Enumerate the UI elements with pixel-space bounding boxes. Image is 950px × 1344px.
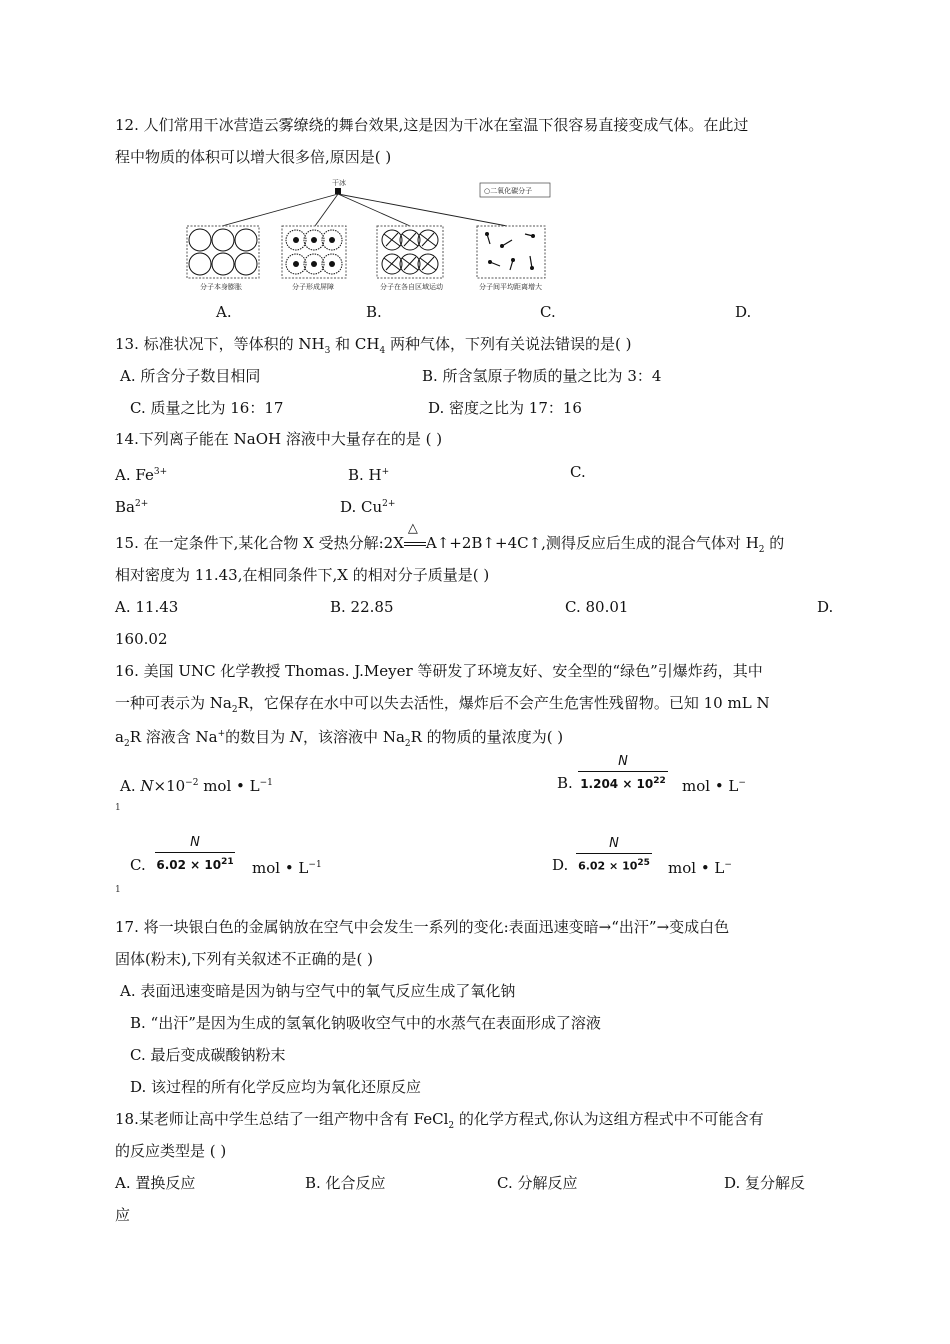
fraction-numerator: N: [618, 754, 628, 769]
panel-a-expanded-molecules: [187, 226, 259, 278]
q18-option-b[interactable]: B. 化合反应: [305, 1174, 386, 1192]
q17-option-c[interactable]: C. 最后变成碳酸钠粉末: [130, 1046, 286, 1064]
fraction-numerator: N: [609, 836, 619, 851]
q16-option-d-unit: mol • L−: [668, 859, 732, 877]
q16-option-d-unit-wrap: 1: [115, 885, 121, 895]
q17-option-d[interactable]: D. 该过程的所有化学反应均为氧化还原反应: [130, 1078, 422, 1096]
fraction-denominator: $6.02 \times 10^{21}$: [156, 857, 234, 872]
q14-stem: 14.下列离子能在 NaOH 溶液中大量存在的是 ( ): [115, 430, 443, 448]
q13-option-c[interactable]: C. 质量之比为 16：17: [130, 399, 284, 417]
q14-option-c-label[interactable]: C.: [570, 463, 586, 481]
q18-option-d-wrap[interactable]: 应: [115, 1206, 131, 1224]
q16-option-d-label[interactable]: D.: [552, 856, 569, 874]
q12-stem-line2: 程中物质的体积可以增大很多倍,原因是( ): [115, 148, 392, 166]
dry-ice-node: [335, 188, 341, 194]
q12-option-c[interactable]: C.: [540, 303, 556, 321]
q16-option-b-label[interactable]: B.: [557, 774, 573, 792]
figure-legend: ○二氧化碳分子: [484, 187, 533, 195]
q16-option-b-unit-wrap: 1: [115, 803, 121, 813]
fraction-numerator: N: [190, 835, 200, 850]
q17-option-b[interactable]: B. “出汗”是因为生成的氢氧化钠吸收空气中的水蒸气在表面形成了溶液: [130, 1014, 601, 1032]
heat-arrow: △: [404, 533, 426, 553]
q13-stem: 13. 标准状况下，等体积的 $NH_3$ 和 $CH_4$ 两种气体，下列有关说法错误的是( ): [115, 335, 632, 356]
q16-option-c-fraction: [155, 834, 235, 871]
q15-option-d-value[interactable]: 160.02: [115, 630, 168, 648]
q17-stem-line2: 固体(粉末),下列有关叙述不正确的是( ): [115, 950, 373, 968]
q16-stem-line3: $a_2R$ 溶液含 Na+的数目为 N，该溶液中 $Na_2R$ 的物质的量浓度为( ): [115, 728, 564, 749]
q12-option-d[interactable]: D.: [735, 303, 752, 321]
caption-d: 分子间平均距离增大: [479, 283, 542, 291]
q16-option-b-fraction: [578, 753, 668, 790]
q18-stem-line1: 18.某老师让高中学生总结了一组产物中含有 FeCl$_2$ 的化学方程式,你认为这组方程式中不可能含有: [115, 1110, 764, 1131]
panel-d-increased-distance: [477, 226, 545, 278]
q12-option-a[interactable]: A.: [216, 303, 232, 321]
q14-option-b[interactable]: B. H+: [348, 466, 390, 484]
fraction-denominator: $6.02 \times 10^{25}$: [578, 858, 650, 873]
q13-option-d[interactable]: D. 密度之比为 17：16: [428, 399, 582, 417]
figure-root-label: 干冰: [332, 179, 346, 187]
figure-arrows: [222, 194, 507, 226]
q15-option-c[interactable]: C. 80.01: [565, 598, 629, 616]
q16-option-a[interactable]: A. $N\times 10^{-2}$ mol • $L^{-1}$: [120, 777, 273, 795]
q16-option-d-fraction: [576, 835, 652, 872]
q15-option-b[interactable]: B. 22.85: [330, 598, 394, 616]
caption-c: 分子在各自区域运动: [380, 283, 443, 291]
q14-option-d[interactable]: D. $Cu^{2+}$: [340, 498, 396, 516]
q13-option-b[interactable]: B. 所含氢原子物质的量之比为 3：4: [422, 367, 662, 385]
fraction-denominator: $1.204 \times 10^{22}$: [580, 776, 666, 791]
q12-molecule-figure: [180, 176, 560, 296]
caption-a: 分子本身膨胀: [200, 283, 242, 291]
q16-option-c-label[interactable]: C.: [130, 856, 146, 874]
q15-option-a[interactable]: A. 11.43: [115, 598, 179, 616]
q12-option-b[interactable]: B.: [366, 303, 382, 321]
q18-option-a[interactable]: A. 置换反应: [115, 1174, 196, 1192]
q16-option-c-unit: mol • $L^{-1}$: [252, 859, 322, 877]
q14-option-a[interactable]: A. $Fe^{3+}$: [115, 466, 168, 484]
panel-c-regional-motion: [377, 226, 443, 278]
panel-b-molecule-barriers: [282, 226, 346, 278]
q15-stem-line2: 相对密度为 11.43,在相同条件下,X 的相对分子质量是( ): [115, 566, 490, 584]
q18-stem-line2: 的反应类型是 ( ): [115, 1142, 227, 1160]
q13-option-a[interactable]: A. 所含分子数目相同: [120, 367, 261, 385]
q16-option-b-unit: mol • L−: [682, 777, 746, 795]
caption-b: 分子形成屏障: [292, 283, 334, 291]
q17-stem-line1: 17. 将一块银白色的金属钠放在空气中会发生一系列的变化:表面迅速变暗→“出汗”→变成白色: [115, 918, 730, 936]
q14-option-c-ion[interactable]: $Ba^{2+}$: [115, 498, 149, 516]
q15-option-d-label[interactable]: D.: [817, 598, 834, 616]
q16-stem-line2: 一种可表示为 $Na_2R$，它保存在水中可以失去活性，爆炸后不会产生危害性残留物。已知 10 mL N: [115, 694, 770, 715]
q16-stem-line1: 16. 美国 UNC 化学教授 Thomas. J.Meyer 等研发了环境友好、安全型的“绿色”引爆炸药，其中: [115, 662, 763, 680]
q18-option-c[interactable]: C. 分解反应: [497, 1174, 578, 1192]
q18-option-d[interactable]: D. 复分解反: [724, 1174, 806, 1192]
q17-option-a[interactable]: A. 表面迅速变暗是因为钠与空气中的氧气反应生成了氧化钠: [120, 982, 516, 1000]
q12-stem-line1: 12. 人们常用干冰营造云雾缭绕的舞台效果,这是因为干冰在室温下很容易直接变成气体。在此过: [115, 116, 749, 134]
q15-stem-line1: 15. 在一定条件下,某化合物 X 受热分解:2X △ A↑+2B↑+4C↑,测得反应后生成的混合气体对 $H_2$ 的: [115, 521, 785, 555]
